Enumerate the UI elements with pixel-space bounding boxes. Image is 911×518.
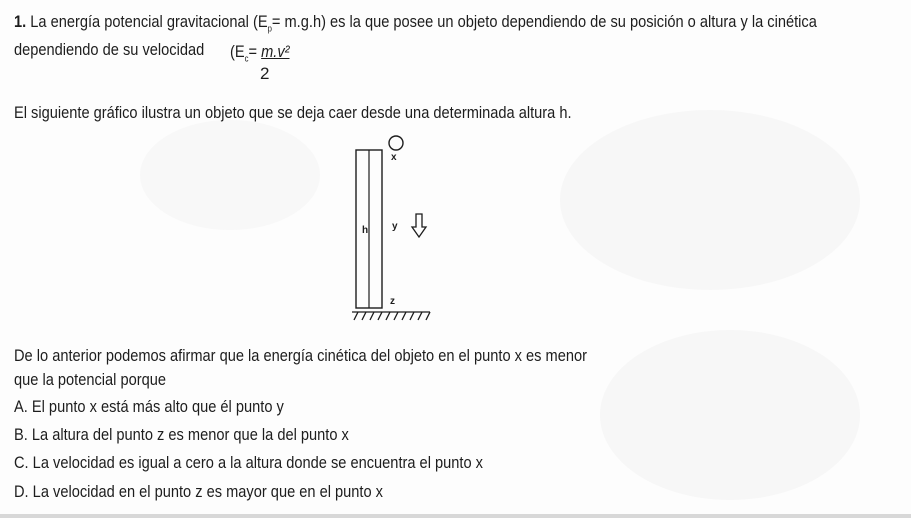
question-text-part: La energía potencial gravitacional (E <box>30 12 268 31</box>
diagram-intro <box>14 101 662 125</box>
ball-icon <box>389 136 403 150</box>
option-b[interactable] <box>14 424 403 446</box>
stem-text: De lo anterior podemos afirmar que la energía cinética del objeto en el punto x es menor <box>14 346 587 365</box>
option-b-text: B. La altura del punto z es menor que la del punto x <box>14 425 349 444</box>
kinetic-subscript: c <box>244 53 249 64</box>
intro-text: El siguiente gráfico ilustra un objeto que se deja caer desde una determinada altura h. <box>14 103 572 122</box>
background-blot <box>140 120 320 230</box>
option-a-text: A. El punto x está más alto que él punto y <box>14 397 284 416</box>
formula-denominator: 2 <box>260 64 270 83</box>
question-stem-line-2 <box>14 369 191 391</box>
point-x-label: x <box>391 152 397 163</box>
option-d-text: D. La velocidad en el punto z es mayor que en el punto x <box>14 482 383 501</box>
background-blot <box>560 110 860 290</box>
formula-equals: = <box>248 42 262 61</box>
formula-prefix: (E <box>230 42 245 61</box>
point-z-label: z <box>390 296 395 307</box>
option-a[interactable] <box>14 396 328 418</box>
falling-object-diagram <box>350 130 450 330</box>
question-line-2 <box>14 38 235 62</box>
question-line-1 <box>14 10 911 40</box>
question-text-part: dependiendo de su velocidad <box>14 40 205 59</box>
option-c[interactable] <box>14 452 559 474</box>
down-arrow-icon <box>412 214 426 237</box>
option-d[interactable] <box>14 481 443 503</box>
formula-numerator: m.v² <box>261 42 290 61</box>
question-number: 1. <box>14 12 27 31</box>
option-c-text: C. La velocidad es igual a cero a la altura donde se encuentra el punto x <box>14 453 483 472</box>
stem-text: que la potencial porque <box>14 370 167 389</box>
point-y-label: y <box>392 221 398 232</box>
question-stem-line-1 <box>14 345 680 367</box>
question-text-part: = m.g.h) es la que posee un objeto dependiendo de su posición o altura y la cinética <box>271 12 817 31</box>
ground-hatch-icon <box>352 312 430 320</box>
potential-subscript: p <box>267 23 272 34</box>
height-h-label: h <box>362 225 369 236</box>
